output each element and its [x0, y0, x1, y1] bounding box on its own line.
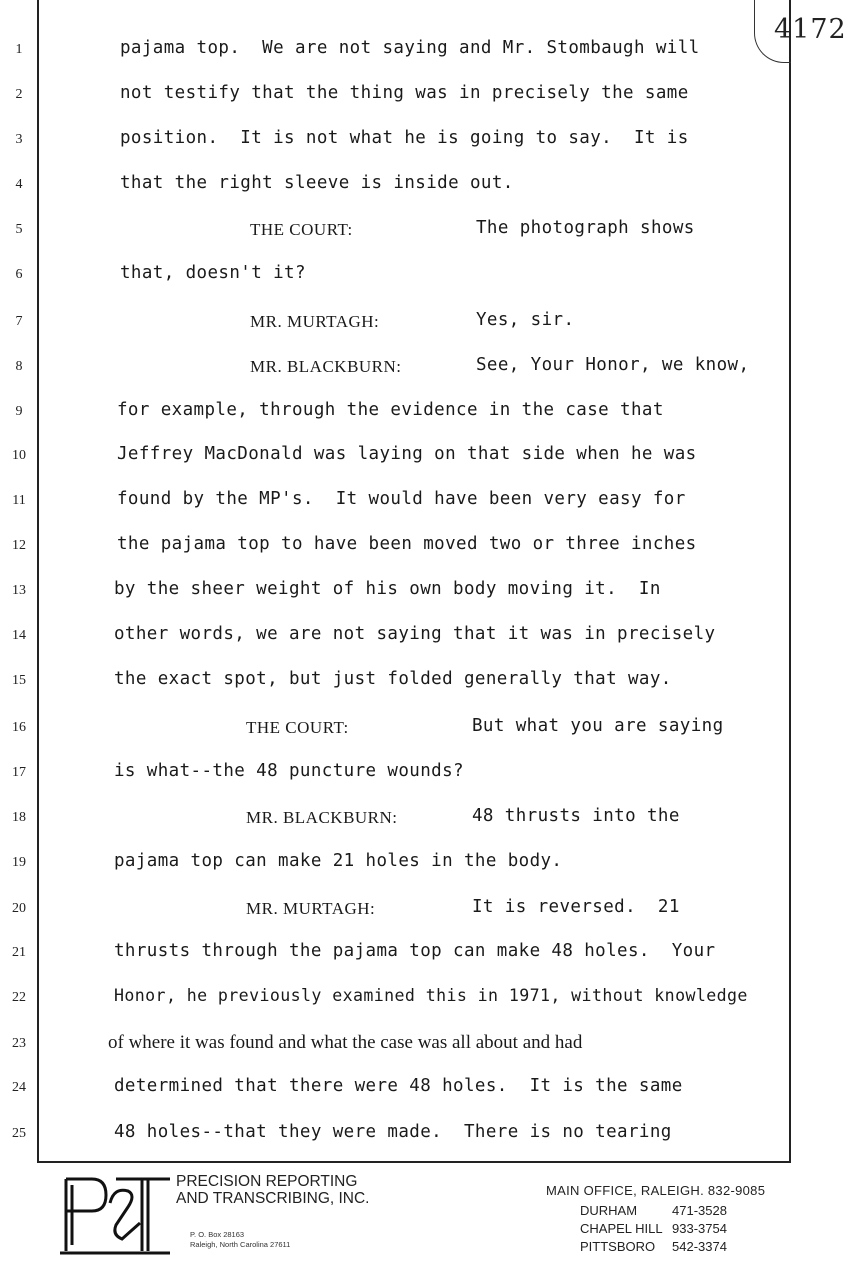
line-number: 17 [12, 765, 26, 780]
transcript-line: the pajama top to have been moved two or three inches [117, 534, 697, 554]
transcript-line: 48 holes--that they were made. There is no tearing [114, 1122, 672, 1142]
company-logo [58, 1173, 173, 1257]
line-number: 5 [15, 222, 23, 237]
line-number: 19 [12, 855, 26, 870]
line-number: 23 [12, 1036, 26, 1051]
transcript-line: determined that there were 48 holes. It is the same [114, 1076, 683, 1096]
office-phone: 542-3374 [672, 1239, 727, 1254]
office-contacts [546, 1183, 766, 1254]
line-number: 21 [12, 945, 26, 960]
line-number: 18 [12, 810, 26, 825]
transcript-line: found by the MP's. It would have been very easy for [117, 489, 686, 509]
transcript-line: other words, we are not saying that it was in precisely [114, 624, 716, 644]
transcript-line: for example, through the evidence in the case that [117, 400, 664, 420]
transcript-line: It is reversed. 21 [472, 897, 680, 917]
line-number: 12 [12, 538, 26, 553]
transcript-line: But what you are saying [472, 716, 724, 736]
office-phone: 471-3528 [672, 1203, 727, 1218]
office-phone: 933-3754 [672, 1221, 727, 1236]
line-number: 20 [12, 901, 26, 916]
speaker-label: MR. BLACKBURN: [250, 357, 402, 376]
line-number: 16 [12, 720, 26, 735]
speaker-label: THE COURT: [246, 718, 349, 737]
transcript-line: by the sheer weight of his own body moving it. In [114, 579, 661, 599]
transcript-line: Jeffrey MacDonald was laying on that side when he was [117, 444, 697, 464]
transcript-line: the exact spot, but just folded generally that way. [114, 669, 672, 689]
transcript-line: Honor, he previously examined this in 1971, without knowledge [114, 986, 748, 1005]
line-number: 14 [12, 628, 26, 643]
transcript-line: not testify that the thing was in precisely the same [120, 83, 689, 103]
line-number: 9 [15, 404, 23, 419]
office-row-pittsboro [580, 1239, 727, 1254]
transcript-line: of where it was found and what the case was all about and had [108, 1032, 583, 1053]
company-name-line-2: AND TRANSCRIBING, INC. [176, 1190, 370, 1207]
line-number: 2 [15, 87, 23, 102]
speaker-label: THE COURT: [250, 220, 353, 239]
transcript-line: Yes, sir. [476, 310, 575, 330]
line-number: 7 [15, 314, 23, 329]
transcript-line: that the right sleeve is inside out. [120, 173, 514, 193]
transcript-line: See, Your Honor, we know, [476, 355, 750, 375]
line-number: 3 [15, 132, 23, 147]
transcript-line: is what--the 48 puncture wounds? [114, 761, 464, 781]
line-number: 25 [12, 1126, 26, 1141]
transcript-line: thrusts through the pajama top can make 48 holes. Your [114, 941, 716, 961]
transcript-line: pajama top. We are not saying and Mr. Stombaugh will [120, 38, 700, 58]
line-number: 10 [12, 448, 26, 463]
company-address [190, 1230, 290, 1250]
line-number: 24 [12, 1080, 26, 1095]
line-number: 4 [15, 177, 23, 192]
main-office: MAIN OFFICE, RALEIGH. 832-9085 [546, 1183, 766, 1198]
address-line-1: P. O. Box 28163 [190, 1230, 245, 1239]
office-city: CHAPEL HILL [580, 1221, 663, 1236]
address-line-2: Raleigh, North Carolina 27611 [190, 1240, 291, 1249]
company-name-line-1: PRECISION REPORTING [176, 1173, 358, 1190]
office-city: DURHAM [580, 1203, 638, 1218]
line-number: 15 [12, 673, 26, 688]
line-number: 8 [15, 359, 23, 374]
speaker-label: MR. MURTAGH: [250, 312, 380, 331]
speaker-label: MR. BLACKBURN: [246, 808, 398, 827]
company-name [176, 1173, 370, 1207]
transcript-line: 48 thrusts into the [472, 806, 680, 826]
line-number: 22 [12, 990, 26, 1005]
line-number: 13 [12, 583, 26, 598]
transcript-line: position. It is not what he is going to say. It is [120, 128, 689, 148]
transcript-line: that, doesn't it? [120, 263, 306, 283]
page-number: 4172 [774, 14, 847, 45]
office-city: PITTSBORO [580, 1239, 656, 1254]
transcript-line: The photograph shows [476, 218, 695, 238]
line-number: 11 [12, 493, 26, 508]
transcript-line: pajama top can make 21 holes in the body. [114, 851, 563, 871]
line-number: 1 [15, 42, 23, 57]
office-row-chapel-hill [580, 1221, 727, 1236]
speaker-label: MR. MURTAGH: [246, 899, 376, 918]
office-row-durham [580, 1203, 727, 1218]
line-number: 6 [15, 267, 23, 282]
